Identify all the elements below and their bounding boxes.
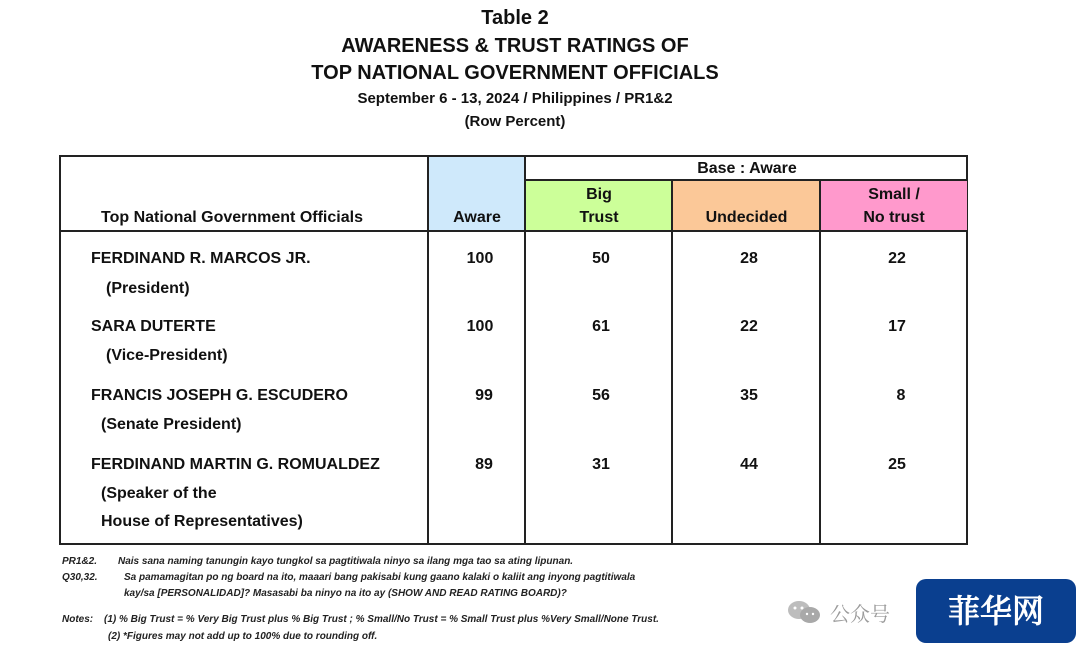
divider: [819, 180, 821, 543]
header-big-trust-1: Big: [586, 186, 612, 203]
big-trust-value: 61: [592, 318, 610, 335]
small-trust-value: 8: [896, 387, 906, 404]
header-big-trust-2: Trust: [579, 209, 619, 226]
header-undecided: Undecided: [705, 209, 788, 226]
official-name: FERDINAND R. MARCOS JR.: [91, 250, 311, 267]
aware-value: 100: [466, 318, 494, 335]
header-base: Base : Aware: [697, 160, 797, 177]
small-trust-value: 22: [888, 250, 906, 267]
note-1: (1) % Big Trust = % Very Big Trust plus % Big Trust ; % Small/No Trust = % Small Trust plus %Very Small/None Trust.: [104, 614, 659, 625]
table-number: Table 2: [481, 7, 549, 29]
footnote-q-text2: kay/sa [PERSONALIDAD]? Masasabi ba ninyo na ito ay (SHOW AND READ RATING BOARD)?: [124, 588, 567, 599]
divider: [671, 180, 673, 543]
official-role: (Vice-President): [106, 347, 228, 364]
small-trust-value: 17: [888, 318, 906, 335]
ratings-table: [59, 155, 968, 545]
official-role-cont: House of Representatives): [101, 513, 303, 530]
divider: [61, 230, 968, 232]
aware-value: 99: [475, 387, 493, 404]
official-role: (Senate President): [101, 416, 242, 433]
wechat-icon: [785, 598, 825, 626]
footnote-pr-label: PR1&2.: [62, 556, 98, 567]
header-small-2: No trust: [863, 209, 925, 226]
undecided-value: 22: [740, 318, 758, 335]
note-2: (2) *Figures may not add up to 100% due to rounding off.: [108, 631, 378, 642]
official-name: SARA DUTERTE: [91, 318, 216, 335]
undecided-value: 28: [740, 250, 758, 267]
undecided-value: 35: [740, 387, 758, 404]
notes-label: Notes:: [62, 614, 94, 625]
footnote-q-text1: Sa pamamagitan po ng board na ito, maaari bang pakisabi kung gaano kalaki o kaliit ang inyong pagtitiwala: [124, 572, 636, 583]
official-role: (President): [106, 280, 190, 297]
footnote-q-label: Q30,32.: [62, 572, 98, 583]
big-trust-value: 56: [592, 387, 610, 404]
watermark-badge: 菲华网: [916, 579, 1076, 643]
aware-value: 89: [475, 456, 493, 473]
aware-value: 100: [466, 250, 494, 267]
table-title-line1: AWARENESS & TRUST RATINGS OF: [341, 35, 689, 57]
undecided-value: 44: [740, 456, 758, 473]
small-trust-value: 25: [888, 456, 906, 473]
big-trust-value: 31: [592, 456, 610, 473]
watermark-text: 公众号: [830, 604, 890, 626]
header-officials: Top National Government Officials: [101, 209, 363, 226]
official-name: FERDINAND MARTIN G. ROMUALDEZ: [91, 456, 380, 473]
table-unit: (Row Percent): [464, 113, 566, 130]
big-trust-value: 50: [592, 250, 610, 267]
table-title-line2: TOP NATIONAL GOVERNMENT OFFICIALS: [311, 62, 719, 84]
table-subtitle: September 6 - 13, 2024 / Philippines / PR1&2: [357, 90, 673, 107]
footnote-pr-text: Nais sana naming tanungin kayo tungkol sa pagtitiwala ninyo sa ilang mga tao sa ating lipunan.: [118, 556, 574, 567]
official-role: (Speaker of the: [101, 485, 217, 502]
official-name: FRANCIS JOSEPH G. ESCUDERO: [91, 387, 348, 404]
header-small-1: Small /: [868, 186, 920, 203]
header-aware: Aware: [453, 209, 501, 226]
